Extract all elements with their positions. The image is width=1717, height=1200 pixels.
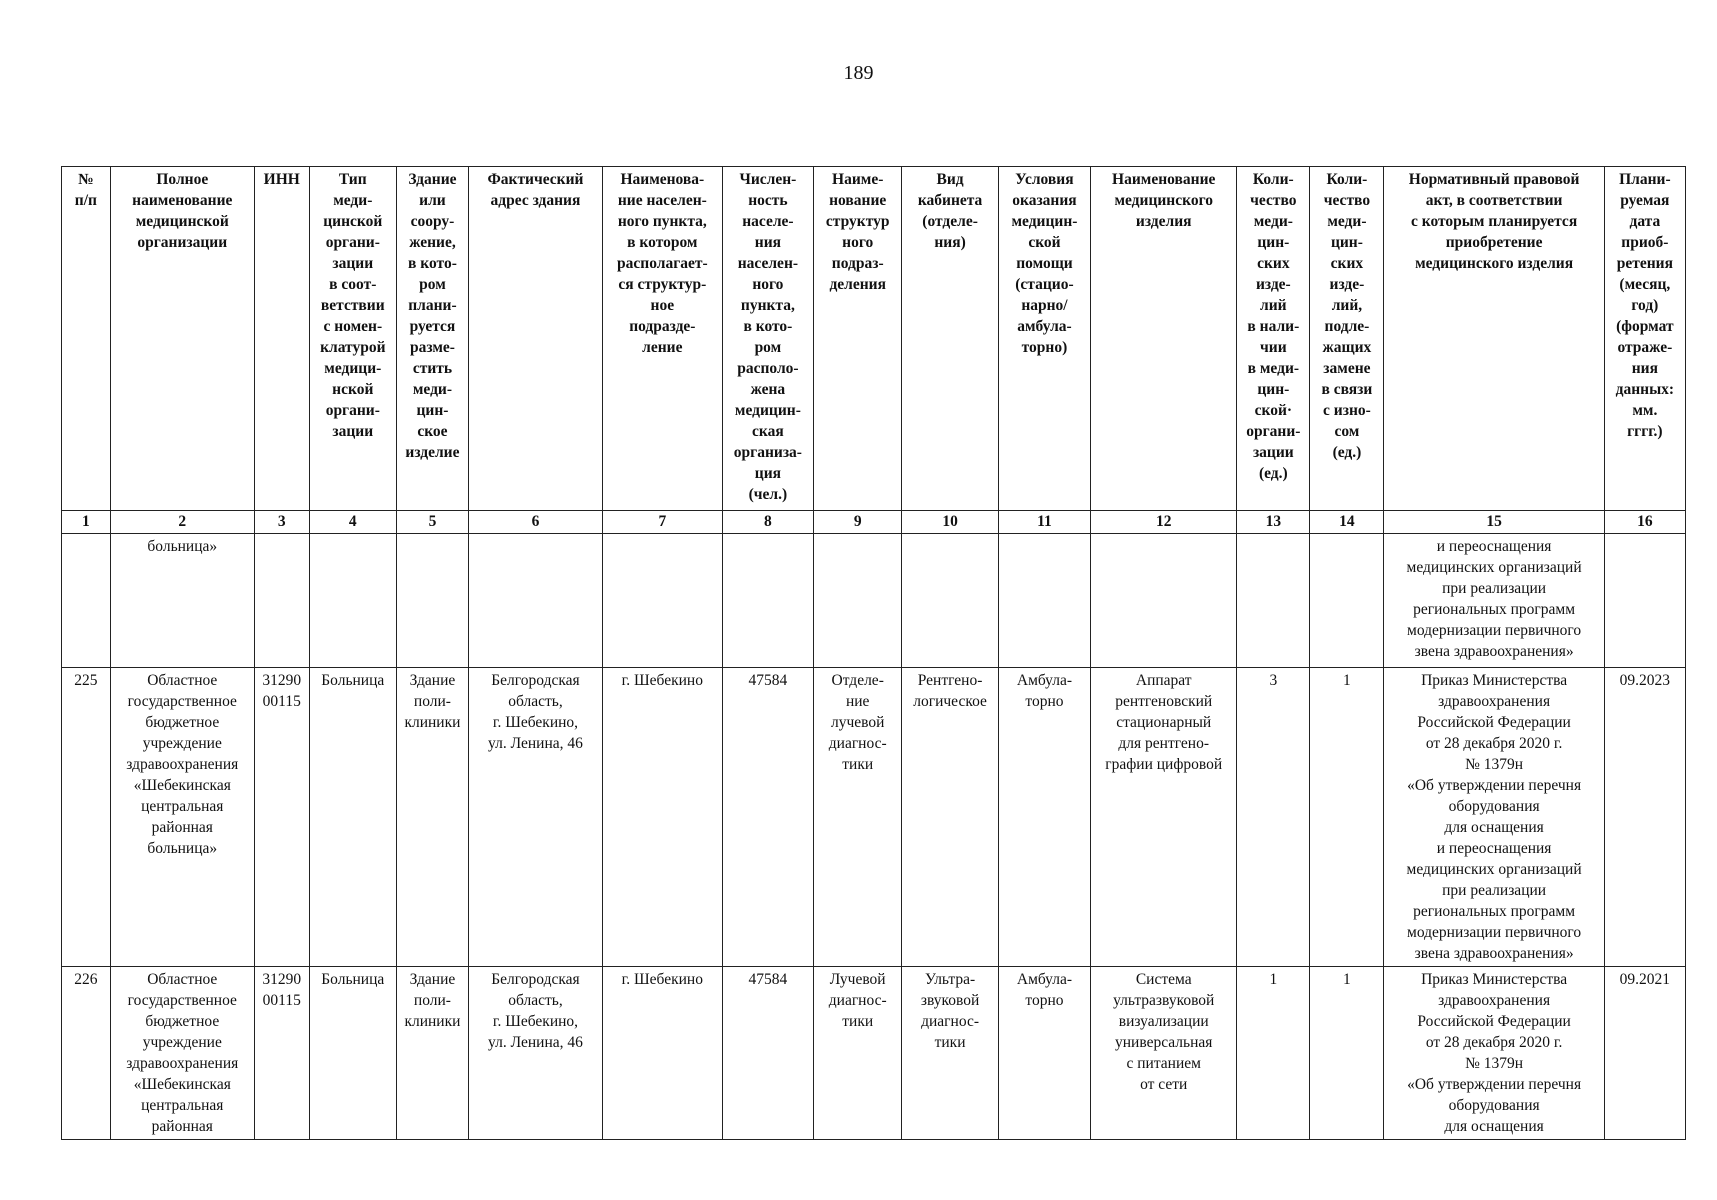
cell-conditions: Амбула- торно: [998, 668, 1090, 967]
cell-org: Областное государственное бюджетное учреждение здравоохранения «Шебекинская центральная районная больница»: [110, 668, 254, 967]
cell-type: Больница: [309, 668, 396, 967]
cell-device: Аппарат рентгеновский стационарный для рентгено- графии цифровой: [1091, 668, 1237, 967]
header-cell-date: Плани- руемая дата приоб- ретения (месяц, год) (формат отраже- ния данных: мм. гггг.): [1604, 167, 1685, 511]
column-numbers-row: [62, 511, 1686, 534]
table-row: [62, 668, 1686, 967]
cell-inn: [254, 534, 309, 668]
header-cell-device: Наименование медицинского изделия: [1091, 167, 1237, 511]
cell-qty-replace: 1: [1310, 967, 1384, 1140]
cell-population: 47584: [722, 967, 813, 1140]
cell-date: 09.2021: [1604, 967, 1685, 1140]
column-number: 9: [814, 511, 902, 534]
column-number: 2: [110, 511, 254, 534]
cell-conditions: [998, 534, 1090, 668]
column-number: 5: [396, 511, 468, 534]
column-number: 14: [1310, 511, 1384, 534]
header-cell-population: Числен- ность населе- ния населен- ного пункта, в кото- ром располо- жена медицин- ская организа- ция (чел.): [722, 167, 813, 511]
cell-inn: 31290 00115: [254, 668, 309, 967]
cell-num: [62, 534, 111, 668]
cell-act: Приказ Министерства здравоохранения Российской Федерации от 28 декабря 2020 г. № 1379н «Об утверждении перечня оборудования для оснащения: [1384, 967, 1604, 1140]
cell-qty-replace: 1: [1310, 668, 1384, 967]
cell-locality: г. Шебекино: [602, 967, 722, 1140]
header-cell-building: Здание или соору- жение, в кото- ром плани- руется разме- стить меди- цин- ское изделие: [396, 167, 468, 511]
cell-type: Больница: [309, 967, 396, 1140]
column-number: 13: [1237, 511, 1310, 534]
cell-qty-replace: [1310, 534, 1384, 668]
cell-address: Белгородская область, г. Шебекино, ул. Ленина, 46: [468, 668, 602, 967]
header-cell-locality: Наименова- ние населен- ного пункта, в котором располагает- ся структур- ное подразде- ление: [602, 167, 722, 511]
column-number: 3: [254, 511, 309, 534]
header-cell-qty-replace: Коли- чество меди- цин- ских изде- лий, подле- жащих замене в связи с изно- сом (ед.): [1310, 167, 1384, 511]
header-cell-qty-have: Коли- чество меди- цин- ских изде- лий в нали- чии в меди- цин- ской· органи- зации (ед.): [1237, 167, 1310, 511]
cell-building: Здание поли- клиники: [396, 668, 468, 967]
column-number: 7: [602, 511, 722, 534]
cell-num: 225: [62, 668, 111, 967]
cell-building: Здание поли- клиники: [396, 967, 468, 1140]
column-number: 10: [902, 511, 998, 534]
header-cell-address: Фактический адрес здания: [468, 167, 602, 511]
cell-conditions: Амбула- торно: [998, 967, 1090, 1140]
cell-population: 47584: [722, 668, 813, 967]
header-cell-type: Тип меди- цинской органи- зации в соот- ветствии с номен- клатурой медици- нской органи- зации: [309, 167, 396, 511]
cell-qty-have: 1: [1237, 967, 1310, 1140]
column-number: 4: [309, 511, 396, 534]
cell-cabinet: Ультра- звуковой диагнос- тики: [902, 967, 998, 1140]
cell-type: [309, 534, 396, 668]
header-cell-inn: ИНН: [254, 167, 309, 511]
header-cell-act: Нормативный правовой акт, в соответствии с которым планируется приобретение медицинского изделия: [1384, 167, 1604, 511]
column-number: 15: [1384, 511, 1604, 534]
cell-population: [722, 534, 813, 668]
cell-locality: г. Шебекино: [602, 668, 722, 967]
cell-cabinet: Рентгено- логическое: [902, 668, 998, 967]
column-number: 16: [1604, 511, 1685, 534]
cell-locality: [602, 534, 722, 668]
column-number: 8: [722, 511, 813, 534]
cell-date: [1604, 534, 1685, 668]
column-number: 1: [62, 511, 111, 534]
cell-cabinet: [902, 534, 998, 668]
cell-date: 09.2023: [1604, 668, 1685, 967]
cell-device: [1091, 534, 1237, 668]
page-number: 189: [843, 62, 874, 84]
cell-qty-have: [1237, 534, 1310, 668]
cell-unit: [814, 534, 902, 668]
header-cell-org: Полное наименование медицинской организации: [110, 167, 254, 511]
cell-unit: Лучевой диагнос- тики: [814, 967, 902, 1140]
column-number: 6: [468, 511, 602, 534]
table-row: [62, 534, 1686, 668]
cell-address: Белгородская область, г. Шебекино, ул. Ленина, 46: [468, 967, 602, 1140]
cell-device: Система ультразвуковой визуализации универсальная с питанием от сети: [1091, 967, 1237, 1140]
header-cell-conditions: Условия оказания медицин- ской помощи (стацио- нарно/ амбула- торно): [998, 167, 1090, 511]
cell-org: Областное государственное бюджетное учреждение здравоохранения «Шебекинская центральная районная: [110, 967, 254, 1140]
cell-inn: 31290 00115: [254, 967, 309, 1140]
cell-num: 226: [62, 967, 111, 1140]
cell-act: и переоснащения медицинских организаций при реализации региональных программ модернизации первичного звена здравоохранения»: [1384, 534, 1604, 668]
column-number: 11: [998, 511, 1090, 534]
column-number: 12: [1091, 511, 1237, 534]
cell-building: [396, 534, 468, 668]
header-cell-unit: Наиме- нование структур ного подраз- деления: [814, 167, 902, 511]
cell-act: Приказ Министерства здравоохранения Российской Федерации от 28 декабря 2020 г. № 1379н «Об утверждении перечня оборудования для оснащения и переоснащения медицинских организаций при реализации региональных программ модернизации первичного звена здравоохранения»: [1384, 668, 1604, 967]
cell-address: [468, 534, 602, 668]
header-row: [62, 167, 1686, 511]
equipment-table: [61, 166, 1686, 1140]
table-row: [62, 967, 1686, 1140]
header-cell-num: № п/п: [62, 167, 111, 511]
header-cell-cabinet: Вид кабинета (отделе- ния): [902, 167, 998, 511]
cell-qty-have: 3: [1237, 668, 1310, 967]
cell-org: больница»: [110, 534, 254, 668]
cell-unit: Отделе- ние лучевой диагнос- тики: [814, 668, 902, 967]
